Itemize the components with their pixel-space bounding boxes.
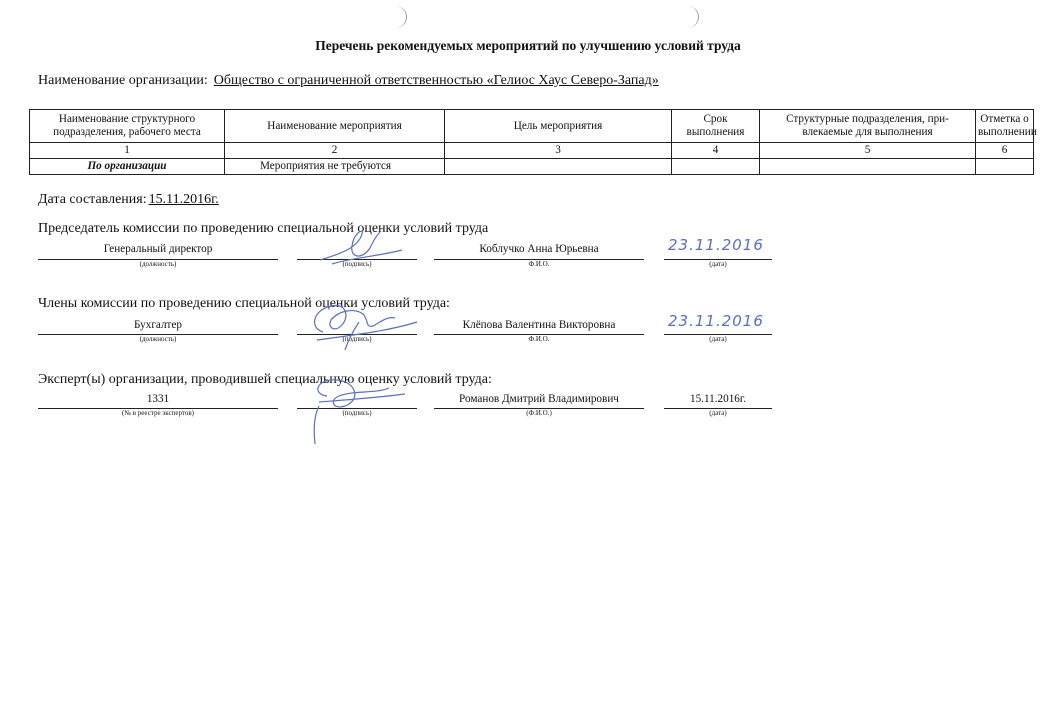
- column-number: 4: [672, 143, 760, 159]
- table-header-cell: Структурные подразделения, при-влекаемые для выполнения: [760, 110, 976, 143]
- fio-caption: Ф.И.О.: [434, 259, 644, 269]
- table-header-cell: Цель мероприятия: [445, 110, 672, 143]
- column-number: 1: [30, 143, 225, 159]
- organization-line: [38, 73, 665, 89]
- member-position: Бухгалтер: [133, 319, 183, 331]
- table-header-cell: Наименование структурного подразделения, рабочего места: [30, 110, 225, 143]
- expert-date: 15.11.2016г.: [689, 393, 747, 405]
- measures-table: [29, 109, 1037, 175]
- organization-label: Наименование организации:: [38, 73, 208, 88]
- chairman-heading: Председатель комиссии по проведению специальной оценки условий труда: [38, 221, 489, 236]
- binder-punch-mark: [684, 6, 699, 28]
- date-caption: (дата): [664, 408, 772, 418]
- column-number: 3: [445, 143, 672, 159]
- column-number: 5: [760, 143, 976, 159]
- chairman-signature: [310, 228, 410, 268]
- table-header-row: [30, 110, 1034, 143]
- position-caption: (должность): [38, 259, 278, 269]
- table-number-row: [30, 143, 1034, 159]
- member-signature: [305, 292, 425, 362]
- table-cell: [672, 159, 760, 175]
- expert-registry-number: 1331: [146, 393, 170, 405]
- organization-name: Общество с ограниченной ответственностью «Гелиос Хаус Северо-Запад»: [213, 73, 659, 88]
- binder-punch-mark: [392, 6, 407, 28]
- table-cell: Мероприятия не требуются: [225, 159, 445, 175]
- chairman-handwritten-date: 23.11.2016: [668, 236, 764, 254]
- date-caption: (дата): [664, 334, 772, 344]
- compiled-date-value: 15.11.2016г.: [148, 192, 219, 207]
- table-cell: [976, 159, 1034, 175]
- column-number: 2: [225, 143, 445, 159]
- signature-caption: (подпись): [297, 259, 417, 269]
- chairman-position: Генеральный директор: [103, 243, 213, 255]
- column-number: 6: [976, 143, 1034, 159]
- registry-caption: (№ в реестре экспертов): [38, 408, 278, 418]
- table-cell: По организации: [30, 159, 225, 175]
- table-header-cell: Наименование мероприятия: [225, 110, 445, 143]
- signature-caption: (подпись): [297, 334, 417, 344]
- table-header-cell: Срок выполнения: [672, 110, 760, 143]
- member-handwritten-date: 23.11.2016: [668, 312, 764, 330]
- signature-caption: (подпись): [297, 408, 417, 418]
- fio-caption: (Ф.И.О.): [434, 408, 644, 418]
- table-row: [30, 159, 1034, 175]
- expert-signature: [305, 366, 415, 448]
- chairman-name: Коблучко Анна Юрьевна: [479, 243, 599, 255]
- document-title: Перечень рекомендуемых мероприятий по улучшению условий труда: [315, 38, 741, 53]
- date-caption: (дата): [664, 259, 772, 269]
- position-caption: (должность): [38, 334, 278, 344]
- member-name: Клёпова Валентина Викторовна: [462, 319, 616, 331]
- table-cell: [445, 159, 672, 175]
- table-header-cell: Отметка о выполнении: [976, 110, 1034, 143]
- compiled-date-line: [38, 192, 219, 208]
- expert-name: Романов Дмитрий Владимирович: [459, 393, 619, 405]
- compiled-date-label: Дата составления:: [38, 192, 147, 207]
- table-cell: [760, 159, 976, 175]
- expert-heading: Эксперт(ы) организации, проводившей специальную оценку условий труда:: [38, 372, 492, 387]
- fio-caption: Ф.И.О.: [434, 334, 644, 344]
- members-heading: Члены комиссии по проведению специальной оценки условий труда:: [38, 296, 450, 311]
